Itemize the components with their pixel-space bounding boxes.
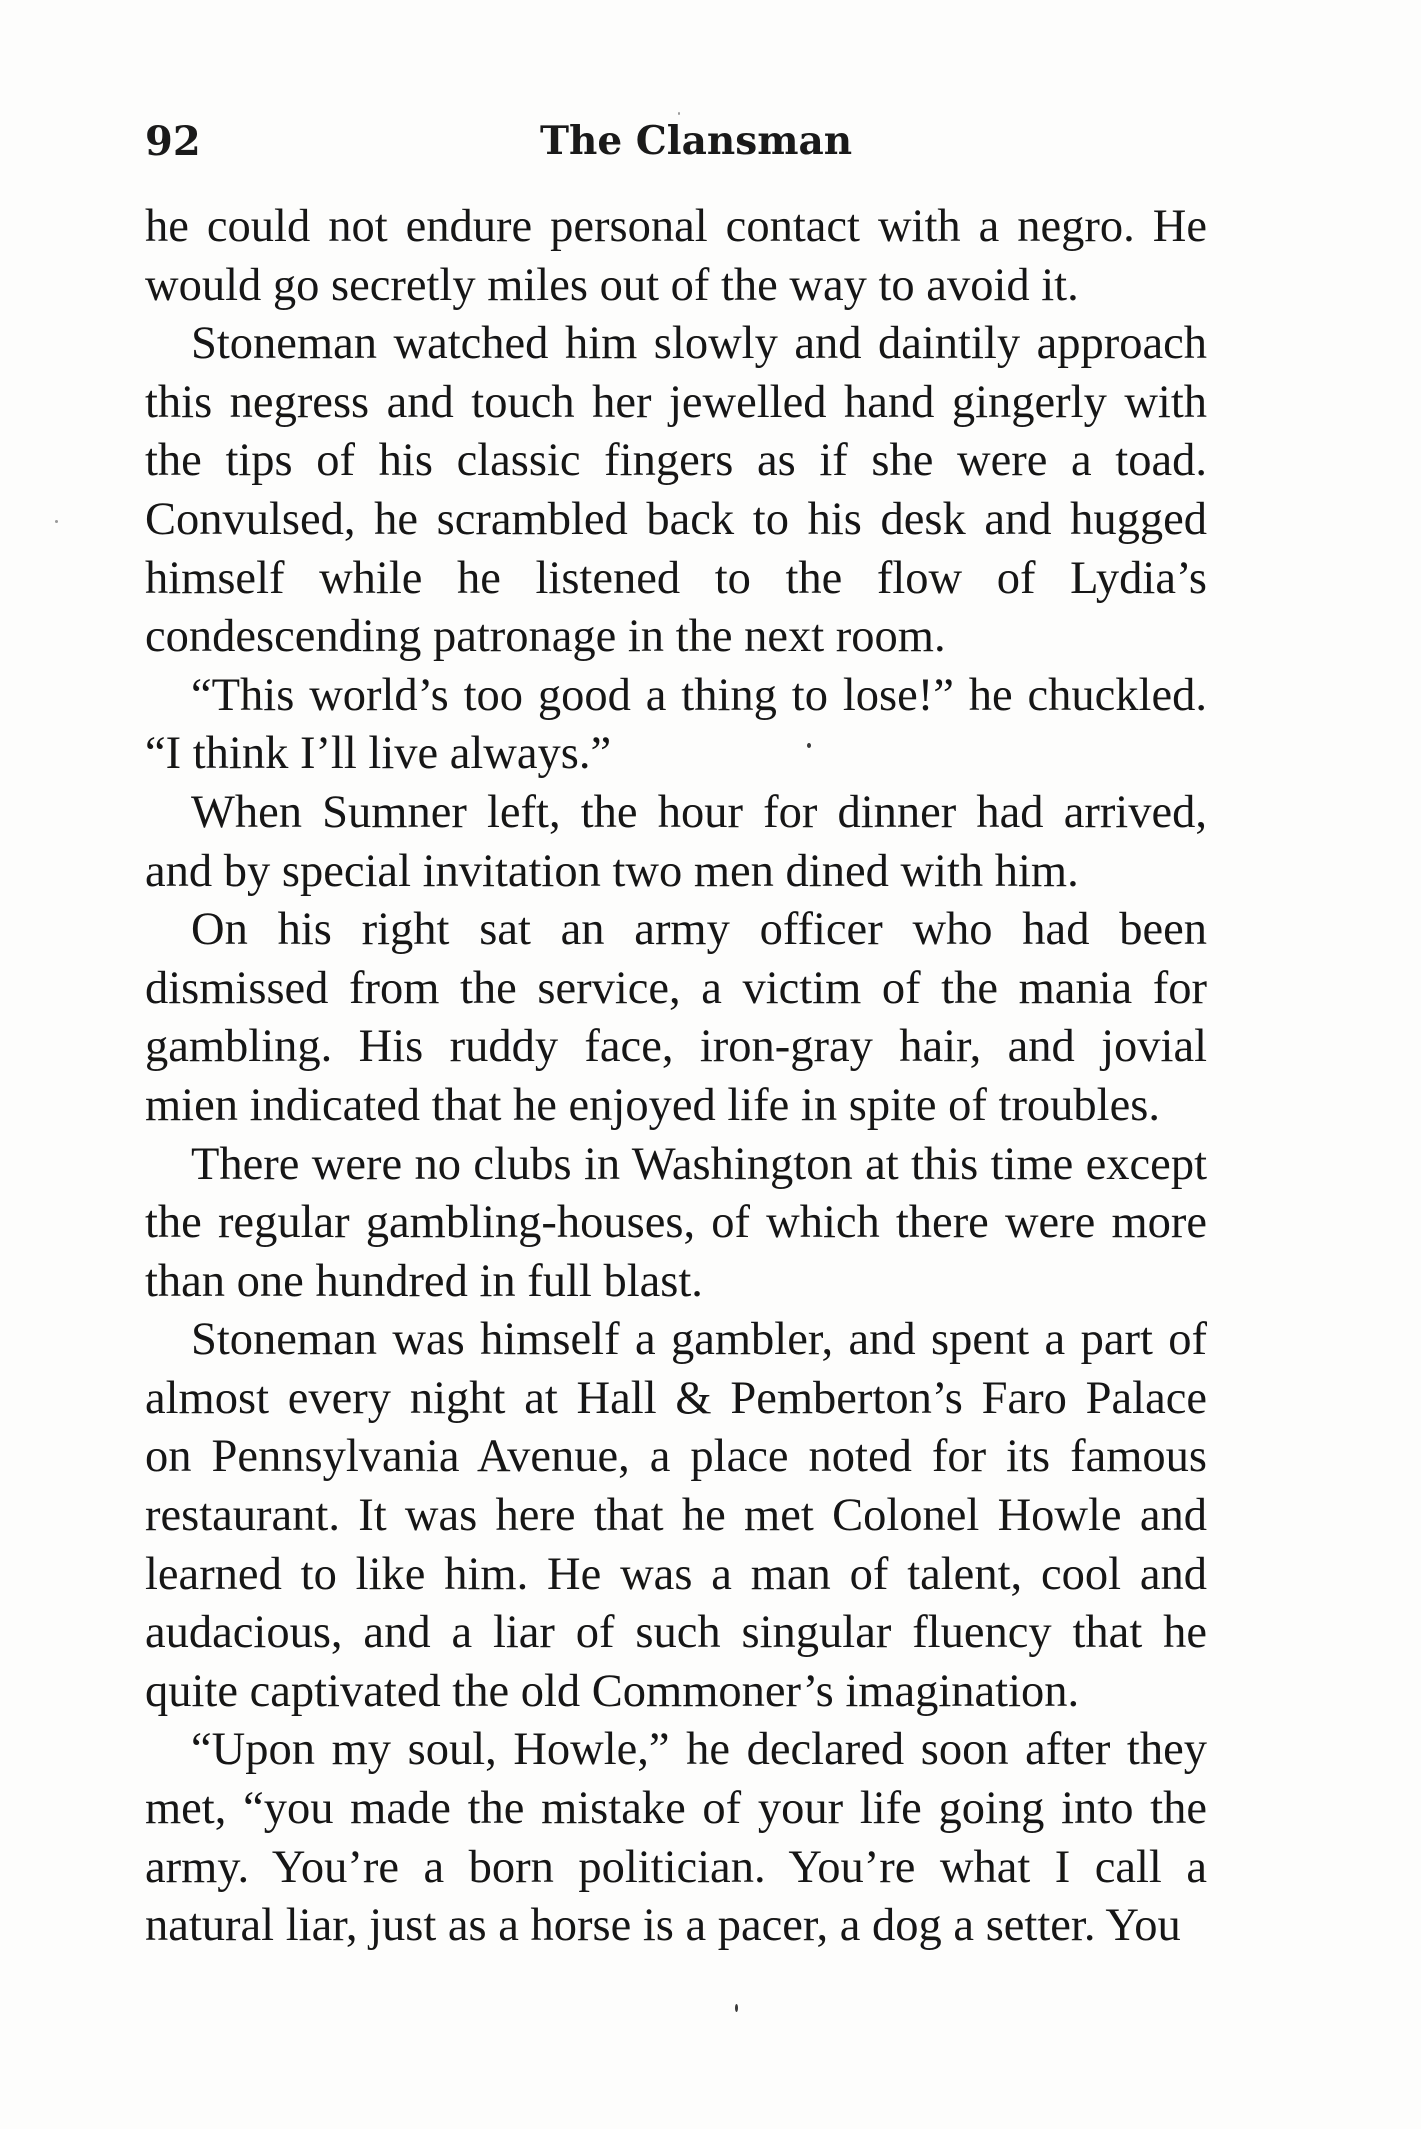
paragraph: On his right sat an army officer who had been dismissed from the service, a victim of the mania for gambling. His ruddy face, iron-gray hair, and jovial mien indicated that he enjoyed life in spite of troubles.: [145, 904, 1207, 1131]
paragraph: When Sumner left, the hour for dinner had arrived, and by special invitation two men dined with him.: [145, 786, 1207, 897]
scan-speck: [807, 743, 811, 748]
paragraph: Stoneman was himself a gambler, and spent a part of almost every night at Hall & Pemberton’s Faro Palace on Pennsylvania Avenue, a place noted for its famous restaurant. It was here that he met Colonel Howle and learned to like him. He was a man of talent, cool and audacious, and a liar of such singular fluency that he quite captivated the old Commoner’s imagination.: [145, 1314, 1207, 1717]
running-title: The Clansman: [540, 118, 853, 164]
paragraph: “Upon my soul, Howle,” he declared soon after they met, “you made the mistake of your life going into the army. You’re a born politician. You’re what I call a natural liar, just as a horse is a pacer, a dog a setter. You: [145, 1724, 1207, 1952]
scan-speck: [55, 520, 58, 523]
paragraph: “This world’s too good a thing to lose!” he chuckled. “I think I’ll live always.”: [145, 669, 1207, 780]
body-text: [145, 198, 1207, 1956]
paragraph: Stoneman watched him slowly and daintily approach this negress and touch her jewelled hand gingerly with the tips of his classic fingers as if she were a toad. Convulsed, he scrambled back to his desk and hugged himself while he listened to the flow of Lydia’s condescending patronage in the next room.: [145, 318, 1207, 663]
paragraph: There were no clubs in Washington at this time except the regular gambling-houses, of which there were more than one hundred in full blast.: [145, 1138, 1207, 1307]
scan-speck: [678, 112, 680, 115]
page-number: 92: [145, 118, 201, 165]
scan-speck: [735, 2004, 738, 2012]
paragraph: he could not endure personal contact with a negro. He would go secretly miles out of the way to avoid it.: [145, 201, 1207, 311]
page-header: [145, 118, 1205, 178]
